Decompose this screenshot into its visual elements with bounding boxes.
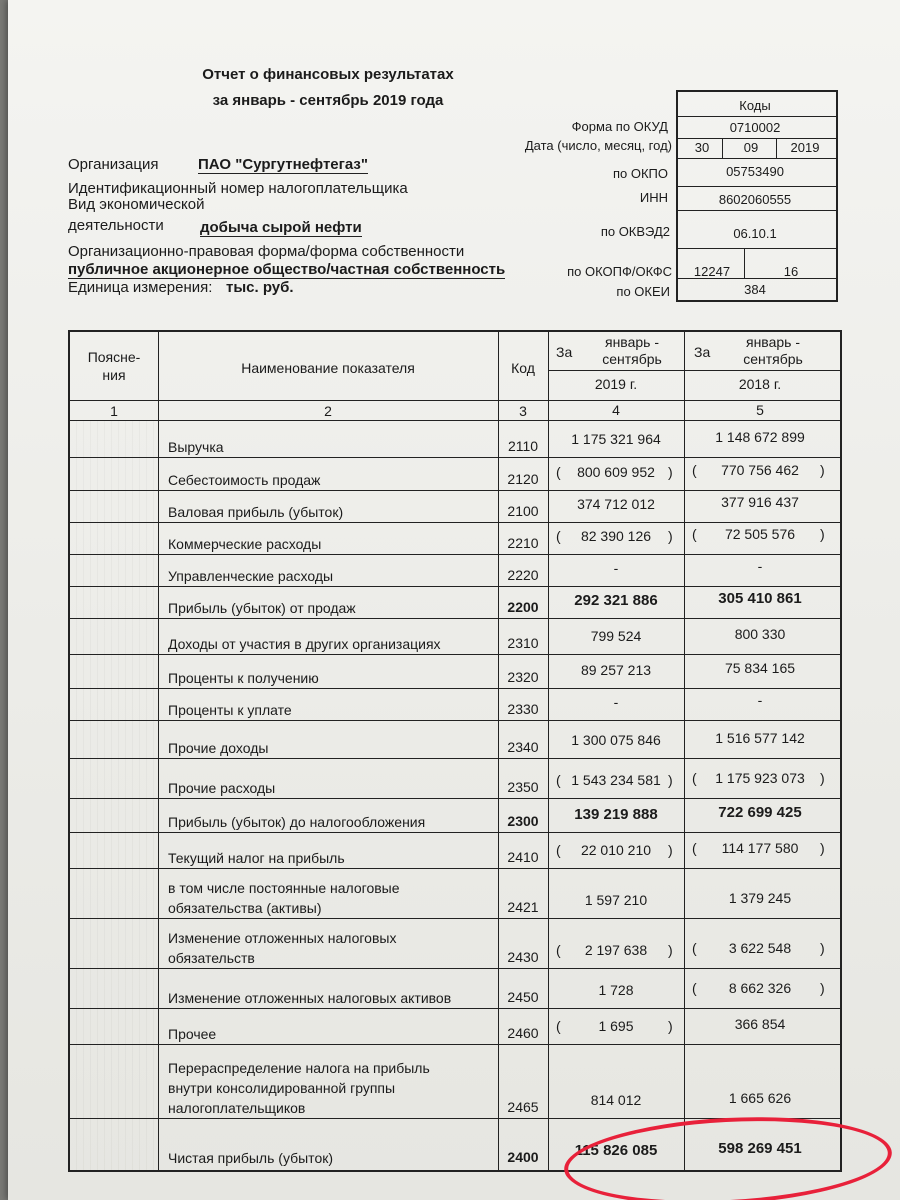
row-code: 2110 bbox=[507, 438, 539, 454]
value-2019: 2 197 638 bbox=[584, 942, 648, 958]
activity-value: добыча сырой нефти bbox=[200, 219, 362, 236]
row-name: Управленческие расходы bbox=[168, 568, 334, 584]
date-month: 09 bbox=[743, 140, 759, 155]
value-2018: 72 505 576 bbox=[724, 526, 796, 542]
value-2019: 1 597 210 bbox=[584, 892, 648, 908]
col-num-2: 2 bbox=[324, 403, 332, 419]
legal-form-label: Организационно-правовая форма/форма собственности bbox=[68, 243, 465, 260]
activity-label-2: деятельности bbox=[68, 217, 164, 234]
value-2019: 800 609 952 bbox=[577, 464, 655, 480]
col-header-period-2018: январь - сентябрь bbox=[743, 334, 803, 367]
activity-label-1: Вид экономической bbox=[68, 196, 205, 213]
row-code: 2120 bbox=[507, 471, 539, 487]
okved-value: 06.10.1 bbox=[733, 226, 777, 241]
row-name: Прочие доходы bbox=[168, 740, 269, 756]
value-2018: 3 622 548 bbox=[728, 940, 792, 956]
col-num-1: 1 bbox=[110, 403, 118, 419]
paren-open: ( bbox=[556, 528, 561, 544]
value-2019: 82 390 126 bbox=[580, 528, 652, 544]
col-num-3: 3 bbox=[519, 403, 527, 419]
paren-open: ( bbox=[692, 526, 697, 542]
row-code: 2410 bbox=[507, 849, 539, 865]
codes-box bbox=[676, 90, 838, 302]
document-page bbox=[8, 0, 900, 1200]
row-name: Доходы от участия в других организациях bbox=[168, 636, 441, 652]
okpo-value: 05753490 bbox=[726, 164, 784, 179]
value-2018: 722 699 425 bbox=[718, 804, 802, 821]
paren-close: ) bbox=[668, 772, 673, 788]
row-code: 2320 bbox=[507, 669, 539, 685]
value-2018: 366 854 bbox=[734, 1016, 786, 1032]
paren-close: ) bbox=[668, 1018, 673, 1034]
date-year: 2019 bbox=[790, 140, 820, 155]
unit-value: тыс. руб. bbox=[226, 279, 294, 296]
row-name: Прибыль (убыток) от продаж bbox=[168, 600, 356, 616]
col-num-4: 4 bbox=[612, 402, 620, 418]
row-name: Прибыль (убыток) до налогообложения bbox=[168, 814, 426, 830]
value-2018: 1 148 672 899 bbox=[715, 429, 805, 445]
row-code: 2430 bbox=[507, 949, 539, 965]
org-name: ПАО "Сургутнефтегаз" bbox=[198, 156, 368, 173]
paren-close: ) bbox=[668, 942, 673, 958]
row-name: Коммерческие расходы bbox=[168, 536, 322, 552]
paren-close: ) bbox=[820, 526, 825, 542]
okfs-value: 16 bbox=[783, 264, 799, 279]
date-label: Дата (число, месяц, год) bbox=[524, 138, 672, 153]
row-code: 2210 bbox=[507, 535, 539, 551]
paren-open: ( bbox=[556, 464, 561, 480]
col-header-code: Код bbox=[511, 360, 535, 376]
row-name: Чистая прибыль (убыток) bbox=[168, 1150, 334, 1166]
row-name: Изменение отложенных налоговых активов bbox=[168, 990, 452, 1006]
legal-form-value: публичное акционерное общество/частная собственность bbox=[68, 261, 506, 278]
financial-table bbox=[68, 330, 842, 1172]
value-2018: 1 175 923 073 bbox=[715, 770, 805, 786]
paren-open: ( bbox=[692, 980, 697, 996]
row-name: Прочие расходы bbox=[168, 780, 276, 796]
row-code: 2100 bbox=[507, 503, 539, 519]
value-2019: 1 300 075 846 bbox=[571, 732, 661, 748]
report-title: Отчет о финансовых результатах bbox=[202, 66, 454, 83]
value-2019: 1 543 234 581 bbox=[571, 772, 661, 788]
value-2019: 814 012 bbox=[590, 1092, 642, 1108]
col-header-note: Поясне- ния bbox=[87, 349, 141, 383]
org-label: Организация bbox=[68, 156, 159, 173]
okud-value: 0710002 bbox=[729, 120, 781, 135]
okei-label: по ОКЕИ bbox=[616, 284, 670, 299]
row-code: 2340 bbox=[507, 739, 539, 755]
row-name: Изменение отложенных налоговых обязательств bbox=[168, 930, 397, 966]
value-2018: 1 379 245 bbox=[728, 890, 792, 906]
codes-header: Коды bbox=[739, 98, 771, 113]
inn-full-label: Идентификационный номер налогоплательщика bbox=[68, 180, 408, 197]
date-day: 30 bbox=[694, 140, 710, 155]
row-name: в том числе постоянные налоговые обязательства (активы) bbox=[168, 880, 400, 916]
okopf-value: 12247 bbox=[693, 264, 731, 279]
row-name: Выручка bbox=[168, 439, 224, 455]
row-code: 2220 bbox=[507, 567, 539, 583]
col-header-za-2018: За bbox=[694, 344, 711, 360]
value-2018: 1 665 626 bbox=[728, 1090, 792, 1106]
value-2018: 770 756 462 bbox=[721, 462, 799, 478]
value-2019: 115 826 085 bbox=[574, 1142, 658, 1159]
value-2019: 1 695 bbox=[598, 1018, 634, 1034]
paren-open: ( bbox=[556, 772, 561, 788]
paren-open: ( bbox=[556, 1018, 561, 1034]
value-2019: 374 712 012 bbox=[577, 496, 655, 512]
paren-open: ( bbox=[692, 770, 697, 786]
row-name: Себестоимость продаж bbox=[168, 472, 321, 488]
value-2018: 1 516 577 142 bbox=[715, 730, 805, 746]
okopf-label: по ОКОПФ/ОКФС bbox=[567, 264, 672, 279]
row-code: 2400 bbox=[507, 1149, 539, 1165]
row-code: 2421 bbox=[507, 899, 539, 915]
inn-label: ИНН bbox=[639, 190, 668, 205]
row-code: 2310 bbox=[507, 635, 539, 651]
paren-close: ) bbox=[820, 840, 825, 856]
row-code: 2200 bbox=[507, 599, 539, 615]
paren-close: ) bbox=[668, 842, 673, 858]
row-name: Текущий налог на прибыль bbox=[168, 850, 345, 866]
value-2018: 800 330 bbox=[734, 626, 786, 642]
value-2019: 292 321 886 bbox=[574, 592, 658, 609]
value-2018: - bbox=[757, 692, 763, 708]
okpo-label: по ОКПО bbox=[612, 166, 668, 181]
col-header-year-2019: 2019 г. bbox=[594, 376, 638, 392]
paren-close: ) bbox=[668, 528, 673, 544]
row-code: 2300 bbox=[507, 813, 539, 829]
value-2019: - bbox=[613, 694, 619, 710]
row-name: Проценты к уплате bbox=[168, 702, 292, 718]
paren-close: ) bbox=[668, 464, 673, 480]
paren-open: ( bbox=[692, 840, 697, 856]
value-2019: 22 010 210 bbox=[580, 842, 652, 858]
col-header-period-2019: январь - сентябрь bbox=[602, 334, 662, 367]
col-header-year-2018: 2018 г. bbox=[738, 376, 782, 392]
col-num-5: 5 bbox=[756, 402, 764, 418]
row-code: 2465 bbox=[507, 1099, 539, 1115]
paren-open: ( bbox=[692, 462, 697, 478]
value-2019: 89 257 213 bbox=[580, 662, 652, 678]
value-2018: 75 834 165 bbox=[724, 660, 796, 676]
paren-open: ( bbox=[556, 942, 561, 958]
unit-label: Единица измерения: bbox=[68, 279, 213, 296]
inn-value: 8602060555 bbox=[718, 192, 792, 207]
row-name: Валовая прибыль (убыток) bbox=[168, 504, 344, 520]
report-period: за январь - сентябрь 2019 года bbox=[212, 92, 444, 109]
row-name: Проценты к получению bbox=[168, 670, 319, 686]
value-2019: - bbox=[613, 560, 619, 576]
paren-open: ( bbox=[692, 940, 697, 956]
col-header-za-2019: За bbox=[556, 344, 573, 360]
paren-close: ) bbox=[820, 462, 825, 478]
value-2018: 8 662 326 bbox=[728, 980, 792, 996]
value-2018: - bbox=[757, 558, 763, 574]
paren-open: ( bbox=[556, 842, 561, 858]
okud-label: Форма по ОКУД bbox=[571, 119, 668, 134]
value-2019: 799 524 bbox=[590, 628, 642, 644]
value-2018: 598 269 451 bbox=[718, 1140, 802, 1157]
row-code: 2450 bbox=[507, 989, 539, 1005]
row-name: Перераспределение налога на прибыль внутри консолидированной группы налогоплательщиков bbox=[168, 1060, 430, 1116]
paren-close: ) bbox=[820, 770, 825, 786]
okved-label: по ОКВЭД2 bbox=[600, 224, 670, 239]
value-2019: 1 728 bbox=[598, 982, 634, 998]
value-2018: 305 410 861 bbox=[718, 590, 802, 607]
row-code: 2350 bbox=[507, 779, 539, 795]
paren-close: ) bbox=[820, 980, 825, 996]
value-2018: 377 916 437 bbox=[721, 494, 799, 510]
row-code: 2460 bbox=[507, 1025, 539, 1041]
value-2019: 1 175 321 964 bbox=[571, 431, 661, 447]
value-2018: 114 177 580 bbox=[721, 840, 799, 856]
value-2019: 139 219 888 bbox=[574, 806, 658, 823]
row-name: Прочее bbox=[168, 1026, 217, 1042]
okei-value: 384 bbox=[744, 282, 766, 297]
paren-close: ) bbox=[820, 940, 825, 956]
row-code: 2330 bbox=[507, 701, 539, 717]
col-header-name: Наименование показателя bbox=[241, 360, 415, 376]
